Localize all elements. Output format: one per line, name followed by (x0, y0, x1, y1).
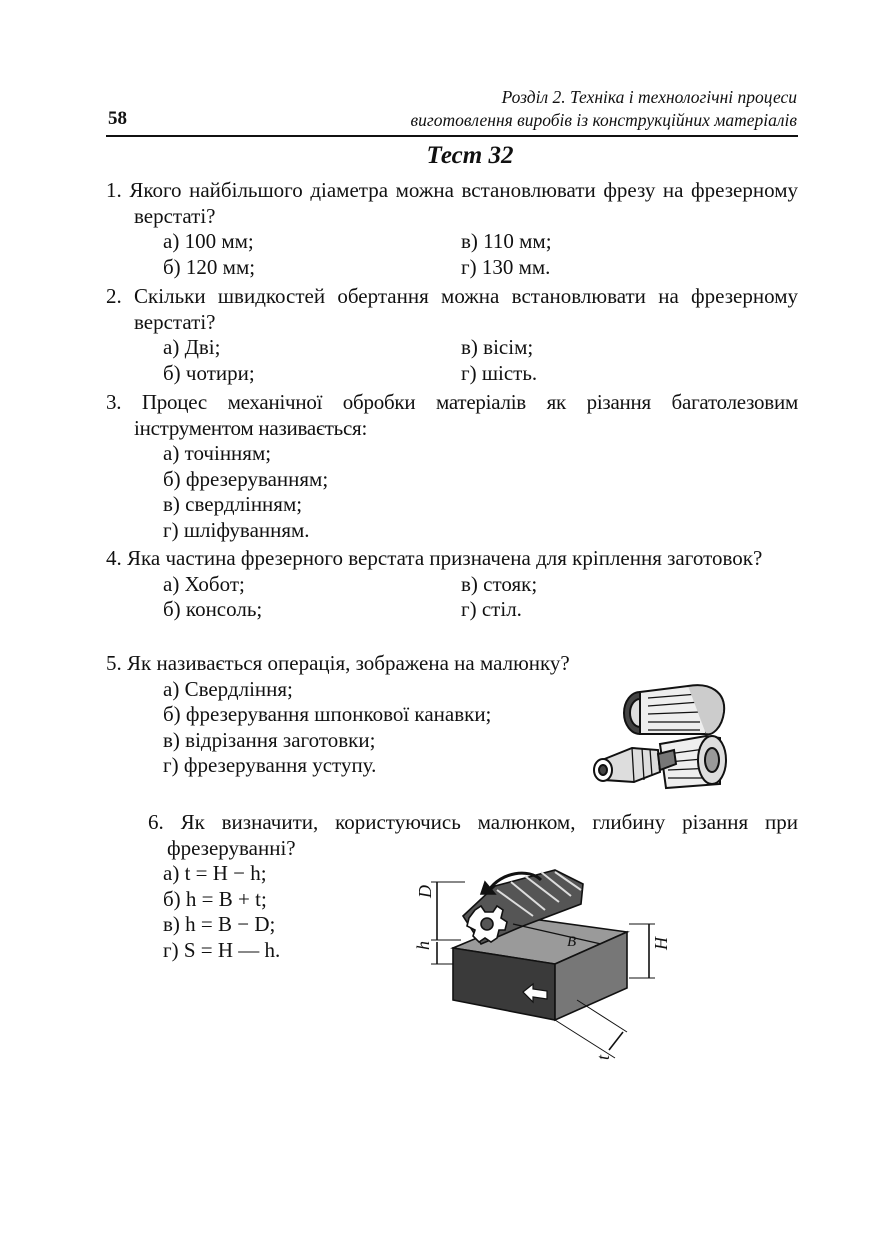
answer-option: б) h = B + t; (163, 886, 267, 911)
test-title: Тест 32 (426, 142, 514, 169)
answer-option: а) Хобот; (163, 571, 245, 596)
answer-option: в) стояк; (461, 571, 538, 596)
figure-label-hh: H (651, 937, 671, 950)
answer-option: а) t = H − h; (163, 861, 267, 885)
answer-option: г) шість. (461, 360, 538, 385)
answer-grid (106, 229, 798, 280)
running-head-line-1: Розділ 2. Техніка і технологічні процеси (501, 87, 797, 107)
question-text: 3. Процес механічної обробки матеріалів як різання багатолезовим інструментом називається: (106, 390, 798, 440)
question-text: 2. Скільки швидкостей обертання можна встановлювати на фрезерному верстаті? (106, 284, 798, 334)
question-text: 4. Яка частина фрезерного верстата призначена для кріплення заготовок? (106, 546, 763, 570)
answer-option: г) стіл. (461, 597, 522, 621)
answer-option: г) 130 мм. (461, 254, 551, 279)
answer-option: в) вісім; (461, 335, 534, 359)
answer-option: а) точінням; (163, 441, 272, 465)
figure-label-h: h (413, 941, 433, 950)
answer-option: в) відрізання заготовки; (163, 727, 376, 752)
answer-option: б) фрезеруванням; (163, 466, 329, 491)
question-3 (106, 390, 798, 543)
answer-option: б) консоль; (163, 597, 263, 621)
answer-option: г) шліфуванням. (163, 517, 310, 542)
answer-option: г) S = H — h. (163, 937, 281, 962)
answer-option: б) чотири; (163, 360, 255, 385)
question-1 (106, 178, 798, 280)
header-rule (106, 135, 798, 137)
question-text: 5. Як називається операція, зображена на малюнку? (106, 651, 570, 675)
answer-option: а) Дві; (163, 335, 221, 359)
page-number: 58 (108, 108, 127, 129)
milling-depth-figure-q6 (405, 860, 685, 1080)
answer-list (106, 441, 798, 543)
answer-option: б) фрезерування шпонкової канавки; (163, 702, 492, 726)
answer-option: в) h = B − D; (163, 912, 276, 936)
answer-option: а) 100 мм; (163, 229, 254, 253)
answer-option: в) 110 мм; (461, 229, 552, 253)
figure-label-t: t (593, 1054, 613, 1060)
answer-option: б) 120 мм; (163, 254, 256, 279)
answer-option: г) фрезерування уступу. (163, 753, 377, 777)
answer-option: в) свердлінням; (163, 492, 303, 516)
figure-label-d: D (415, 885, 435, 898)
answer-option: а) Свердління; (163, 676, 293, 701)
question-2 (106, 284, 798, 386)
question-text: 1. Якого найбільшого діаметра можна встановлювати фрезу на фрезерному верстаті? (106, 178, 798, 228)
answer-grid (106, 335, 798, 386)
question-text: 6. Як визначити, користуючись малюнком, глибину різання при фрезеруванні? (148, 810, 798, 860)
milling-figure-q5 (588, 680, 748, 800)
question-4 (106, 546, 798, 623)
running-head (277, 86, 797, 132)
answer-grid (106, 572, 798, 623)
running-head-line-2: виготовлення виробів із конструкційних матеріалів (410, 110, 797, 130)
figure-label-b: B (567, 934, 577, 950)
